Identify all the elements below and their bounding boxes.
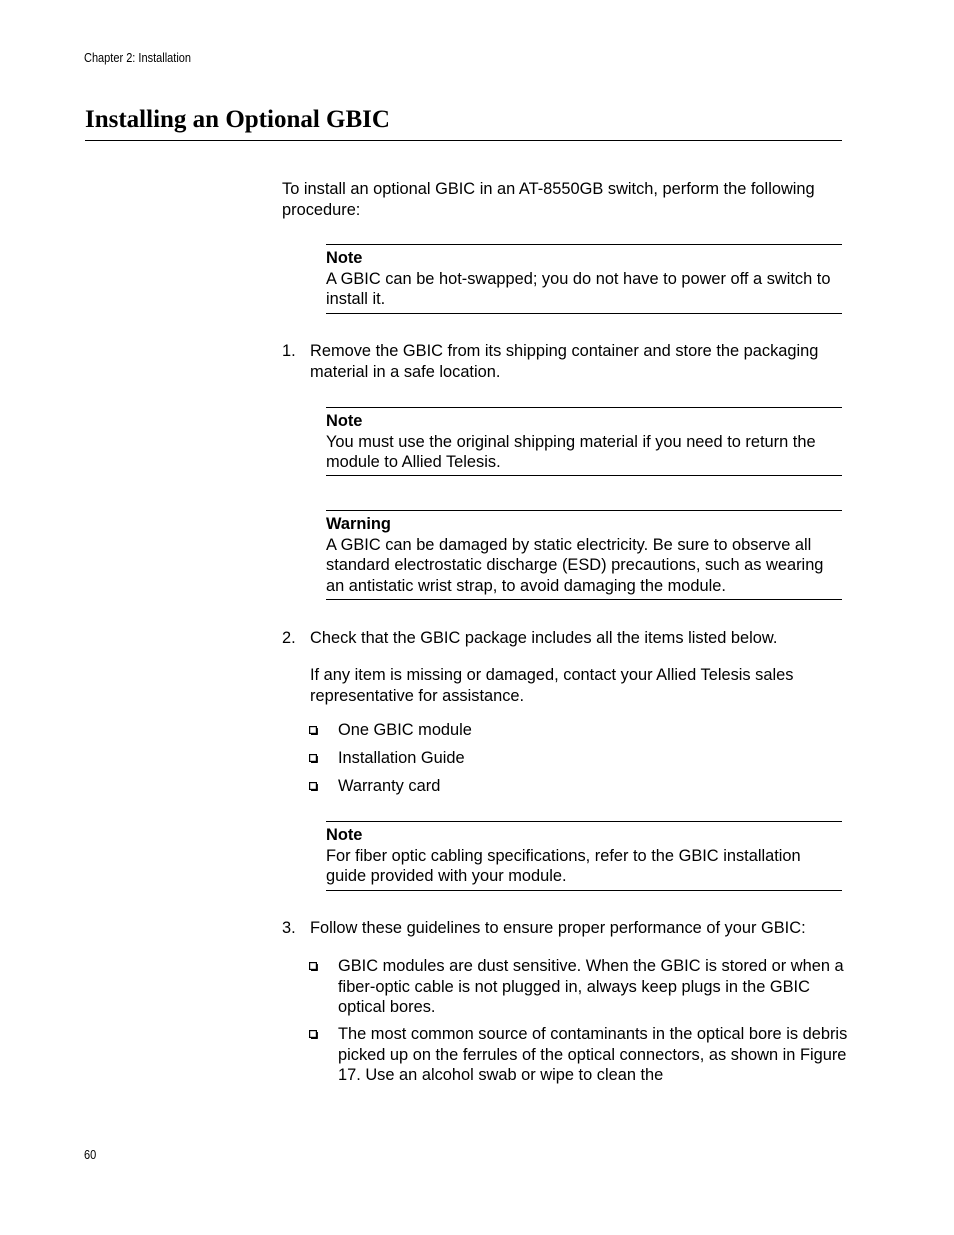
warning-body: A GBIC can be damaged by static electricity. Be sure to observe all standard electrostatic discharge (ESD) precautions, such as wearing an antistatic wrist strap, to avoid damaging the module. xyxy=(326,535,824,595)
step-text: Remove the GBIC from its shipping container and store the packaging material in a safe location. xyxy=(310,342,819,381)
checkbox-bullet-icon xyxy=(309,962,318,971)
checkbox-bullet-icon xyxy=(309,782,318,791)
step-text: Follow these guidelines to ensure proper performance of your GBIC: xyxy=(310,919,806,937)
note-title: Note xyxy=(326,826,363,844)
intro-paragraph: To install an optional GBIC in an AT-8550GB switch, perform the following procedure: xyxy=(282,180,815,219)
note-box-shipping xyxy=(326,407,842,476)
step-text: Check that the GBIC package includes all the items listed below. xyxy=(310,629,778,647)
list-item: GBIC modules are dust sensitive. When the GBIC is stored or when a fiber-optic cable is not plugged in, always keep plugs in the GBIC optical bores. xyxy=(338,957,844,1017)
page-title: Installing an Optional GBIC xyxy=(85,106,390,133)
step-number: 1. xyxy=(282,342,296,360)
warning-title: Warning xyxy=(326,515,391,533)
note-title: Note xyxy=(326,412,363,430)
running-header: Chapter 2: Installation xyxy=(84,51,192,65)
checkbox-bullet-icon xyxy=(309,726,318,735)
checkbox-bullet-icon xyxy=(309,754,318,763)
note-box-hot-swap xyxy=(326,244,842,314)
step-number: 2. xyxy=(282,629,296,647)
title-rule xyxy=(85,140,842,141)
note-body: A GBIC can be hot-swapped; you do not have to power off a switch to install it. xyxy=(326,269,831,309)
warning-box-static xyxy=(326,510,842,600)
page-number: 60 xyxy=(84,1148,97,1162)
list-item: The most common source of contaminants in the optical bore is debris picked up on the ferrules of the optical connectors, as shown in Figure 17. Use an alcohol swab or wipe to clean the xyxy=(338,1025,848,1085)
list-item: Installation Guide xyxy=(338,749,465,767)
list-item: Warranty card xyxy=(338,777,441,795)
note-body: You must use the original shipping material if you need to return the module to Allied Telesis. xyxy=(326,432,816,472)
checkbox-bullet-icon xyxy=(309,1030,318,1039)
note-box-cabling xyxy=(326,821,842,891)
step-number: 3. xyxy=(282,919,296,937)
list-item: One GBIC module xyxy=(338,721,472,739)
step2-paragraph: If any item is missing or damaged, contact your Allied Telesis sales representative for assistance. xyxy=(310,666,794,705)
note-body: For fiber optic cabling specifications, refer to the GBIC installation guide provided with your module. xyxy=(326,846,801,886)
note-title: Note xyxy=(326,249,363,267)
